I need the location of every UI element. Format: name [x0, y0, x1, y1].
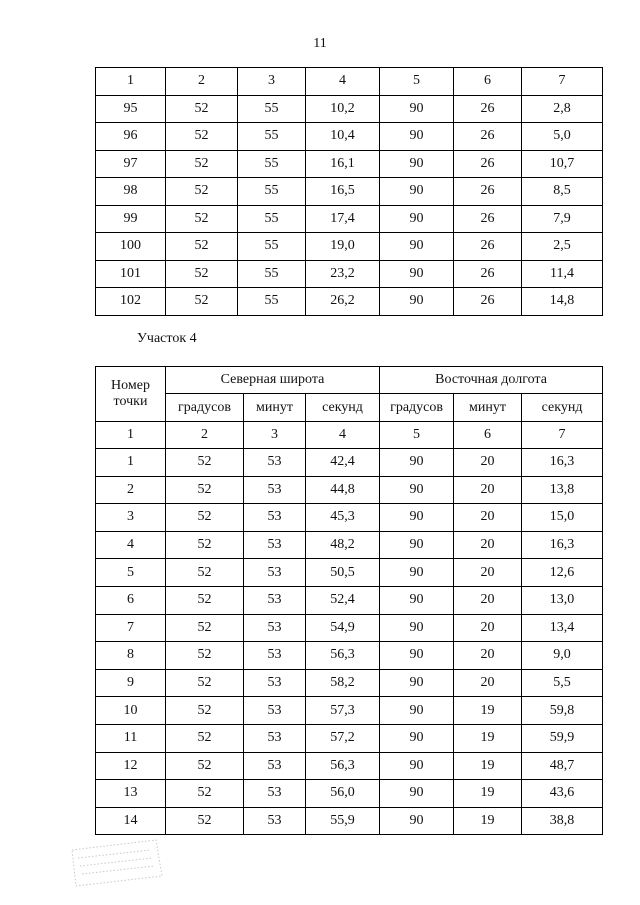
table-cell: 20: [454, 669, 522, 697]
table-cell: 55: [238, 150, 306, 178]
table-cell: 8,5: [522, 178, 603, 206]
point-number-cell: 9: [96, 669, 166, 697]
table-row: [96, 205, 603, 233]
table-cell: 52: [166, 752, 244, 780]
table-cell: 53: [244, 449, 306, 477]
table-row: [96, 288, 603, 316]
point-number-cell: 3: [96, 504, 166, 532]
table-cell: 90: [380, 614, 454, 642]
table-cell: 42,4: [306, 449, 380, 477]
table-cell: 2,5: [522, 233, 603, 261]
table-cell: 19: [454, 752, 522, 780]
table-cell: 55: [238, 233, 306, 261]
table-cell: 52: [166, 233, 238, 261]
table-cell: 16,5: [306, 178, 380, 206]
table-cell: 90: [380, 123, 454, 151]
table-cell: 26: [454, 233, 522, 261]
table-cell: 90: [380, 531, 454, 559]
table-cell: 52: [166, 449, 244, 477]
table-row: [96, 123, 603, 151]
table-cell: 7,9: [522, 205, 603, 233]
table-cell: 26: [454, 260, 522, 288]
point-number-cell: 13: [96, 780, 166, 808]
point-number-cell: 8: [96, 642, 166, 670]
table-cell: 55: [238, 178, 306, 206]
table-row: [96, 504, 603, 532]
table-cell: 20: [454, 476, 522, 504]
table-cell: 53: [244, 780, 306, 808]
column-number: 4: [306, 68, 380, 96]
table-cell: 53: [244, 669, 306, 697]
table-cell: 52: [166, 697, 244, 725]
table-row: [96, 697, 603, 725]
table-cell: 16,3: [522, 531, 603, 559]
table-cell: 90: [380, 288, 454, 316]
table-cell: 90: [380, 504, 454, 532]
table-cell: 58,2: [306, 669, 380, 697]
group-header-row: [96, 367, 603, 394]
table-cell: 5,5: [522, 669, 603, 697]
column-number: 3: [238, 68, 306, 96]
table-row: [96, 449, 603, 477]
column-number: 6: [454, 68, 522, 96]
table-cell: 53: [244, 807, 306, 835]
table-cell: 55,9: [306, 807, 380, 835]
table-row: [96, 724, 603, 752]
table-row: [96, 260, 603, 288]
table-cell: 56,0: [306, 780, 380, 808]
table-cell: 90: [380, 178, 454, 206]
table-cell: 26: [454, 205, 522, 233]
point-number-cell: 98: [96, 178, 166, 206]
table-cell: 26: [454, 95, 522, 123]
table-cell: 90: [380, 669, 454, 697]
table-cell: 52: [166, 123, 238, 151]
north-latitude-header: Северная широта: [166, 367, 380, 394]
page-number: 11: [313, 36, 327, 51]
table-cell: 52: [166, 559, 244, 587]
table-cell: 38,8: [522, 807, 603, 835]
column-number: 7: [522, 68, 603, 96]
column-number: 1: [96, 422, 166, 449]
table-cell: 53: [244, 586, 306, 614]
point-number-cell: 97: [96, 150, 166, 178]
table-cell: 17,4: [306, 205, 380, 233]
table-cell: 90: [380, 559, 454, 587]
section-title: Участок 4: [137, 331, 197, 346]
table-cell: 90: [380, 476, 454, 504]
table-cell: 52: [166, 531, 244, 559]
table-cell: 53: [244, 504, 306, 532]
table-cell: 13,4: [522, 614, 603, 642]
table-cell: 50,5: [306, 559, 380, 587]
table-cell: 26: [454, 123, 522, 151]
column-number: 7: [522, 422, 603, 449]
table-row: [96, 476, 603, 504]
table-row: [96, 586, 603, 614]
table-cell: 48,7: [522, 752, 603, 780]
table-cell: 59,8: [522, 697, 603, 725]
table-row: [96, 669, 603, 697]
table-cell: 2,8: [522, 95, 603, 123]
table-cell: 52,4: [306, 586, 380, 614]
table-cell: 55: [238, 288, 306, 316]
table-cell: 20: [454, 642, 522, 670]
table-cell: 20: [454, 449, 522, 477]
table-cell: 56,3: [306, 752, 380, 780]
table-cell: 52: [166, 476, 244, 504]
table-cell: 90: [380, 205, 454, 233]
table-cell: 15,0: [522, 504, 603, 532]
table-row: [96, 150, 603, 178]
table-cell: 10,4: [306, 123, 380, 151]
table-row: [96, 807, 603, 835]
table-cell: 52: [166, 95, 238, 123]
table-cell: 19: [454, 780, 522, 808]
table-cell: 90: [380, 260, 454, 288]
table-cell: 90: [380, 150, 454, 178]
point-number-cell: 95: [96, 95, 166, 123]
table-cell: 53: [244, 752, 306, 780]
table-cell: 10,7: [522, 150, 603, 178]
point-number-cell: 99: [96, 205, 166, 233]
table-row: [96, 178, 603, 206]
table-cell: 53: [244, 724, 306, 752]
table-cell: 90: [380, 233, 454, 261]
table-cell: 53: [244, 614, 306, 642]
table-cell: 90: [380, 95, 454, 123]
table-cell: 57,2: [306, 724, 380, 752]
table-cell: 90: [380, 642, 454, 670]
table-cell: 13,0: [522, 586, 603, 614]
column-number: 3: [244, 422, 306, 449]
table-cell: 11,4: [522, 260, 603, 288]
point-number-header: Номер точки: [96, 367, 166, 422]
table-cell: 20: [454, 504, 522, 532]
table-cell: 90: [380, 724, 454, 752]
table-cell: 53: [244, 642, 306, 670]
column-number-row: [96, 68, 603, 96]
table-cell: 44,8: [306, 476, 380, 504]
table-cell: 59,9: [522, 724, 603, 752]
point-number-cell: 100: [96, 233, 166, 261]
point-number-cell: 101: [96, 260, 166, 288]
table-row: [96, 95, 603, 123]
table-cell: 45,3: [306, 504, 380, 532]
table-cell: 52: [166, 178, 238, 206]
table-cell: 52: [166, 669, 244, 697]
table-cell: 54,9: [306, 614, 380, 642]
table-cell: 52: [166, 614, 244, 642]
column-number: 1: [96, 68, 166, 96]
table-cell: 53: [244, 559, 306, 587]
point-number-cell: 11: [96, 724, 166, 752]
unit-header-row: [96, 394, 603, 422]
table-cell: 90: [380, 807, 454, 835]
point-number-cell: 7: [96, 614, 166, 642]
table-cell: 52: [166, 504, 244, 532]
column-number: 2: [166, 68, 238, 96]
table-row: [96, 642, 603, 670]
table-cell: 10,2: [306, 95, 380, 123]
minutes-header: минут: [454, 394, 522, 422]
table-cell: 20: [454, 614, 522, 642]
table-cell: 12,6: [522, 559, 603, 587]
minutes-header: минут: [244, 394, 306, 422]
table-cell: 57,3: [306, 697, 380, 725]
table-cell: 26: [454, 150, 522, 178]
table-cell: 9,0: [522, 642, 603, 670]
table-cell: 52: [166, 288, 238, 316]
table-cell: 5,0: [522, 123, 603, 151]
table-cell: 13,8: [522, 476, 603, 504]
table-cell: 55: [238, 123, 306, 151]
column-number: 5: [380, 422, 454, 449]
table-row: [96, 233, 603, 261]
table-row: [96, 614, 603, 642]
column-number: 2: [166, 422, 244, 449]
table-cell: 55: [238, 205, 306, 233]
point-number-cell: 10: [96, 697, 166, 725]
table-cell: 19,0: [306, 233, 380, 261]
table-cell: 52: [166, 205, 238, 233]
seconds-header: секунд: [522, 394, 603, 422]
table-cell: 52: [166, 642, 244, 670]
table-cell: 55: [238, 95, 306, 123]
point-number-cell: 5: [96, 559, 166, 587]
table-cell: 20: [454, 586, 522, 614]
table-row: [96, 559, 603, 587]
table-cell: 19: [454, 724, 522, 752]
table-row: [96, 531, 603, 559]
point-number-cell: 2: [96, 476, 166, 504]
table-cell: 53: [244, 476, 306, 504]
table-cell: 52: [166, 150, 238, 178]
coordinates-table-continued: [95, 67, 603, 316]
degrees-header: градусов: [380, 394, 454, 422]
column-number: 5: [380, 68, 454, 96]
table-cell: 53: [244, 531, 306, 559]
point-number-cell: 6: [96, 586, 166, 614]
table-cell: 90: [380, 752, 454, 780]
table-cell: 90: [380, 697, 454, 725]
column-number: 4: [306, 422, 380, 449]
table-cell: 23,2: [306, 260, 380, 288]
table-cell: 14,8: [522, 288, 603, 316]
table-row: [96, 780, 603, 808]
table-cell: 52: [166, 586, 244, 614]
point-number-cell: 14: [96, 807, 166, 835]
table-cell: 56,3: [306, 642, 380, 670]
faint-stamp-mark: [58, 838, 164, 888]
point-number-cell: 4: [96, 531, 166, 559]
table-cell: 26,2: [306, 288, 380, 316]
column-number: 6: [454, 422, 522, 449]
point-number-cell: 1: [96, 449, 166, 477]
table-cell: 52: [166, 807, 244, 835]
table-cell: 53: [244, 697, 306, 725]
table-cell: 90: [380, 780, 454, 808]
table-cell: 19: [454, 697, 522, 725]
table-cell: 20: [454, 531, 522, 559]
degrees-header: градусов: [166, 394, 244, 422]
table-cell: 52: [166, 724, 244, 752]
table-cell: 52: [166, 780, 244, 808]
point-number-cell: 96: [96, 123, 166, 151]
table-cell: 90: [380, 449, 454, 477]
seconds-header: секунд: [306, 394, 380, 422]
table-cell: 19: [454, 807, 522, 835]
plot-4-coordinates-table: [95, 366, 603, 835]
table-cell: 90: [380, 586, 454, 614]
table-cell: 16,3: [522, 449, 603, 477]
table-row: [96, 752, 603, 780]
table-cell: 26: [454, 178, 522, 206]
point-number-cell: 12: [96, 752, 166, 780]
table-cell: 43,6: [522, 780, 603, 808]
east-longitude-header: Восточная долгота: [380, 367, 603, 394]
table-cell: 55: [238, 260, 306, 288]
point-number-cell: 102: [96, 288, 166, 316]
table-cell: 48,2: [306, 531, 380, 559]
table-cell: 52: [166, 260, 238, 288]
table-cell: 20: [454, 559, 522, 587]
table-cell: 16,1: [306, 150, 380, 178]
column-number-row: [96, 422, 603, 449]
table-cell: 26: [454, 288, 522, 316]
